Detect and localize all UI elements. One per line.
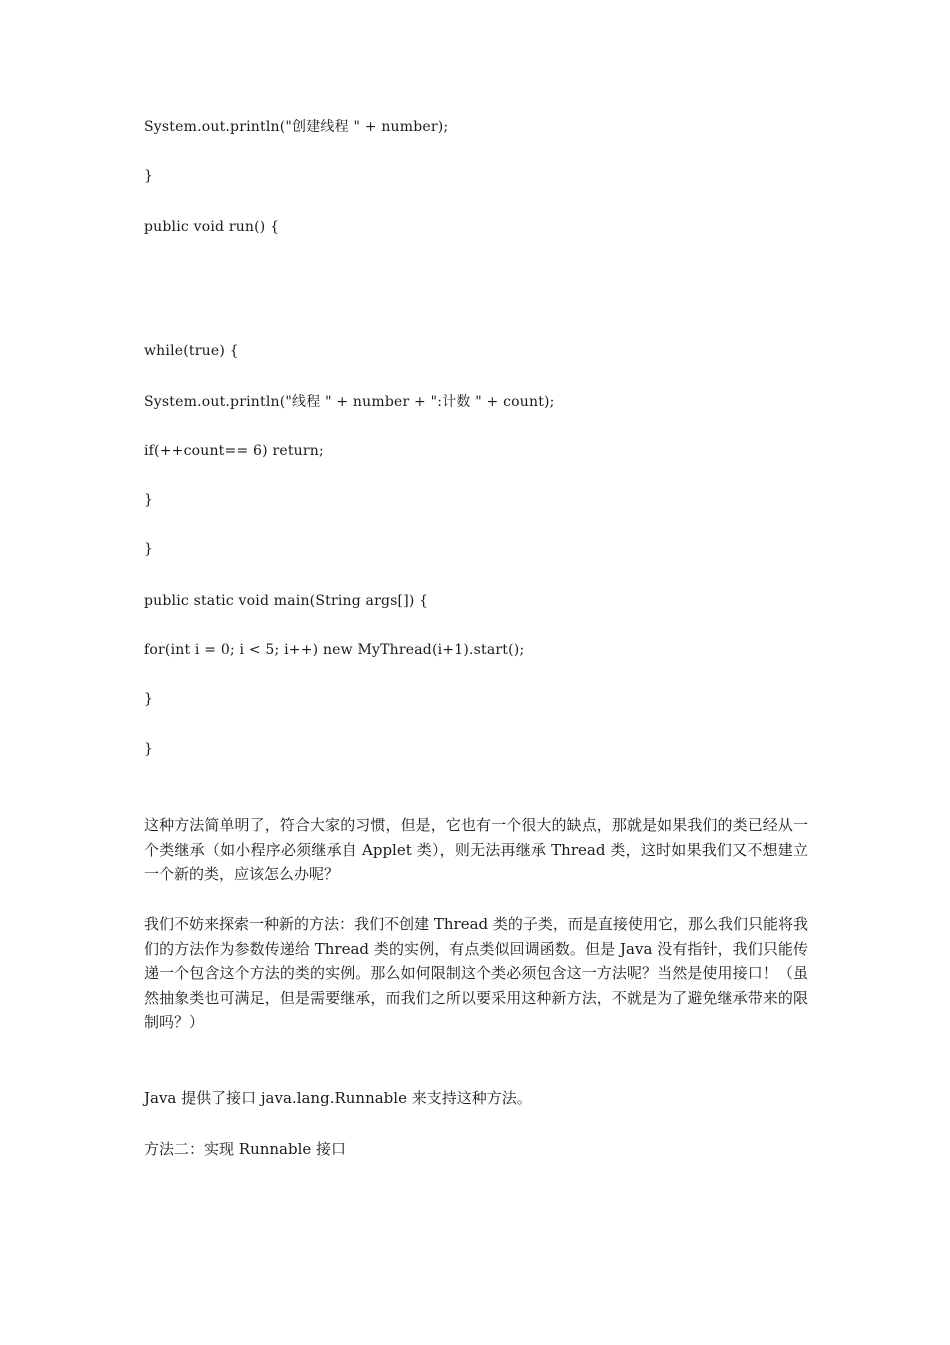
code-line-println-count: System.out.println("线程 " + number + ":计数 " + count); xyxy=(144,394,555,410)
code-line-if-return: if(++count== 6) return; xyxy=(144,443,324,459)
code-line-closing-brace: } xyxy=(144,541,154,557)
paragraph-new-approach: 我们不妨来探索一种新的方法：我们不创建 Thread 类的子类，而是直接使用它，那么我们只能将我们的方法作为参数传递给 Thread 类的实例，有点类似回调函数。但是 Java 没有指针，我们只能传递一个包含这个方法的类的实例。那么如何限制这个类必须包含这一方法呢？当然是使用接口！（虽然抽象类也可满足，但是需要继承，而我们之所以要采用这种新方法，不就是为了避免继承带来的限制吗？） xyxy=(144,915,808,1031)
code-line-while-loop: while(true) { xyxy=(144,343,239,359)
code-line-run-method-signature: public void run() { xyxy=(144,219,280,235)
code-line-for-loop-start-threads: for(int i = 0; i < 5; i++) new MyThread(i+1).start(); xyxy=(144,642,525,658)
section-heading-method-two: 方法二：实现 Runnable 接口 xyxy=(144,1140,347,1158)
code-line-closing-brace: } xyxy=(144,691,154,707)
code-line-println-create-thread: System.out.println("创建线程 " + number); xyxy=(144,119,449,135)
paragraph-method-drawback: 这种方法简单明了，符合大家的习惯，但是，它也有一个很大的缺点，那就是如果我们的类已经从一个类继承（如小程序必须继承自 Applet 类），则无法再继承 Thread 类，这时如果我们又不想建立一个新的类，应该怎么办呢？ xyxy=(144,816,808,883)
code-line-closing-brace: } xyxy=(144,168,154,184)
code-line-closing-brace: } xyxy=(144,741,154,757)
code-line-closing-brace: } xyxy=(144,492,154,508)
paragraph-runnable-interface: Java 提供了接口 java.lang.Runnable 来支持这种方法。 xyxy=(144,1089,532,1107)
code-line-main-method-signature: public static void main(String args[]) { xyxy=(144,593,429,609)
